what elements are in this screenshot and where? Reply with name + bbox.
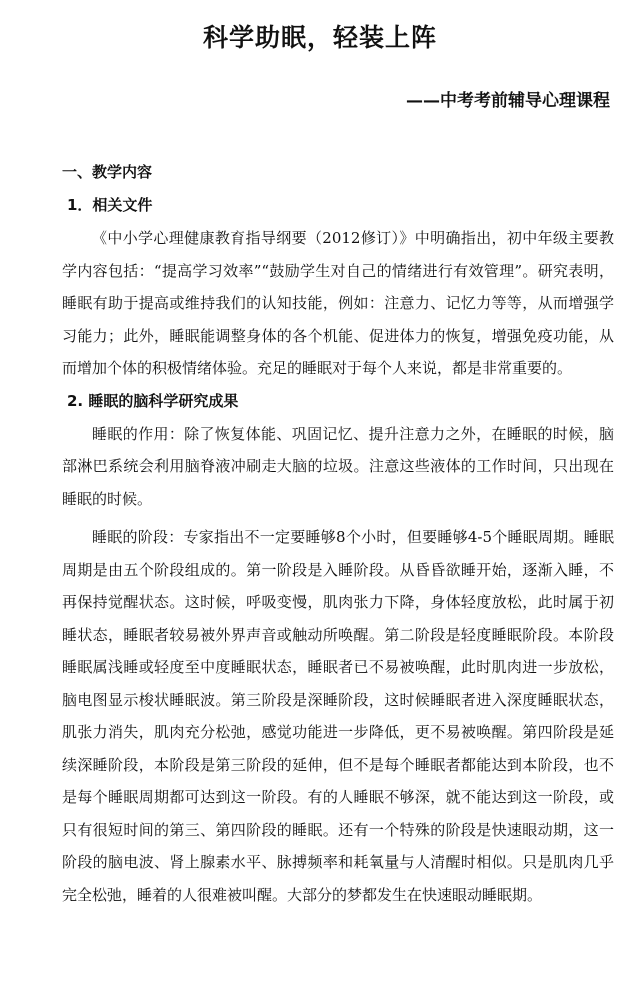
paragraph-sleep-function: 睡眠的作用：除了恢复体能、巩固记忆、提升注意力之外，在睡眠的时候，脑部淋巴系统会利用脑脊液冲刷走大脑的垃圾。注意这些液体的工作时间，只出现在睡眠的时候。 <box>62 424 614 508</box>
paragraph-related-documents: 《中小学心理健康教育指导纲要（2012修订）》中明确指出，初中年级主要教学内容包括：“提高学习效率”“鼓励学生对自己的情绪进行有效管理”。研究表明，睡眠有助于提高或维持我们的认知技能，例如：注意力、记忆力等等，从而增强学习能力；此外，睡眠能调整身体的各个机能、促进体力的恢复，增强免疫功能，从而增加个体的积极情绪体验。充足的睡眠对于每个人来说，都是非常重要的。 <box>62 229 614 377</box>
document-subtitle: ——中考考前辅导心理课程 <box>406 91 610 111</box>
document-title: 科学助眠，轻装上阵 <box>202 23 437 52</box>
subsection-heading-sleep-research: 2. 睡眠的脑科学研究成果 <box>67 391 239 410</box>
document-body <box>62 156 614 911</box>
subsection-heading-related-documents: 1．相关文件 <box>67 196 153 214</box>
paragraph-sleep-stages: 睡眠的阶段：专家指出不一定要睡够8个小时，但要睡够4-5个睡眠周期。睡眠周期是由五个阶段组成的。第一阶段是入睡阶段。从昏昏欲睡开始，逐渐入睡，不再保持觉醒状态。这时候，呼吸变慢，肌肉张力下降，身体轻度放松，此时属于初睡状态，睡眠者较易被外界声音或触动所唤醒。第二阶段是轻度睡眠阶段。本阶段睡眠属浅睡或轻度至中度睡眠状态，睡眠者已不易被唤醒，此时肌肉进一步放松，脑电图显示梭状睡眠波。第三阶段是深睡阶段，这时候睡眠者进入深度睡眠状态，肌张力消失，肌肉充分松弛，感觉功能进一步降低，更不易被唤醒。第四阶段是延续深睡阶段，本阶段是第三阶段的延伸，但不是每个睡眠者都能达到本阶段，也不是每个睡眠周期都可达到这一阶段。有的人睡眠不够深，就不能达到这一阶段，或只有很短时间的第三、第四阶段的睡眠。还有一个特殊的阶段是快速眼动期，这一阶段的脑电波、肾上腺素水平、脉搏频率和耗氧量与人清醒时相似。只是肌肉几乎完全松弛，睡着的人很难被叫醒。大部分的梦都发生在快速眼动睡眠期。 <box>62 528 614 904</box>
section-heading-teaching-content: 一、教学内容 <box>62 163 153 181</box>
